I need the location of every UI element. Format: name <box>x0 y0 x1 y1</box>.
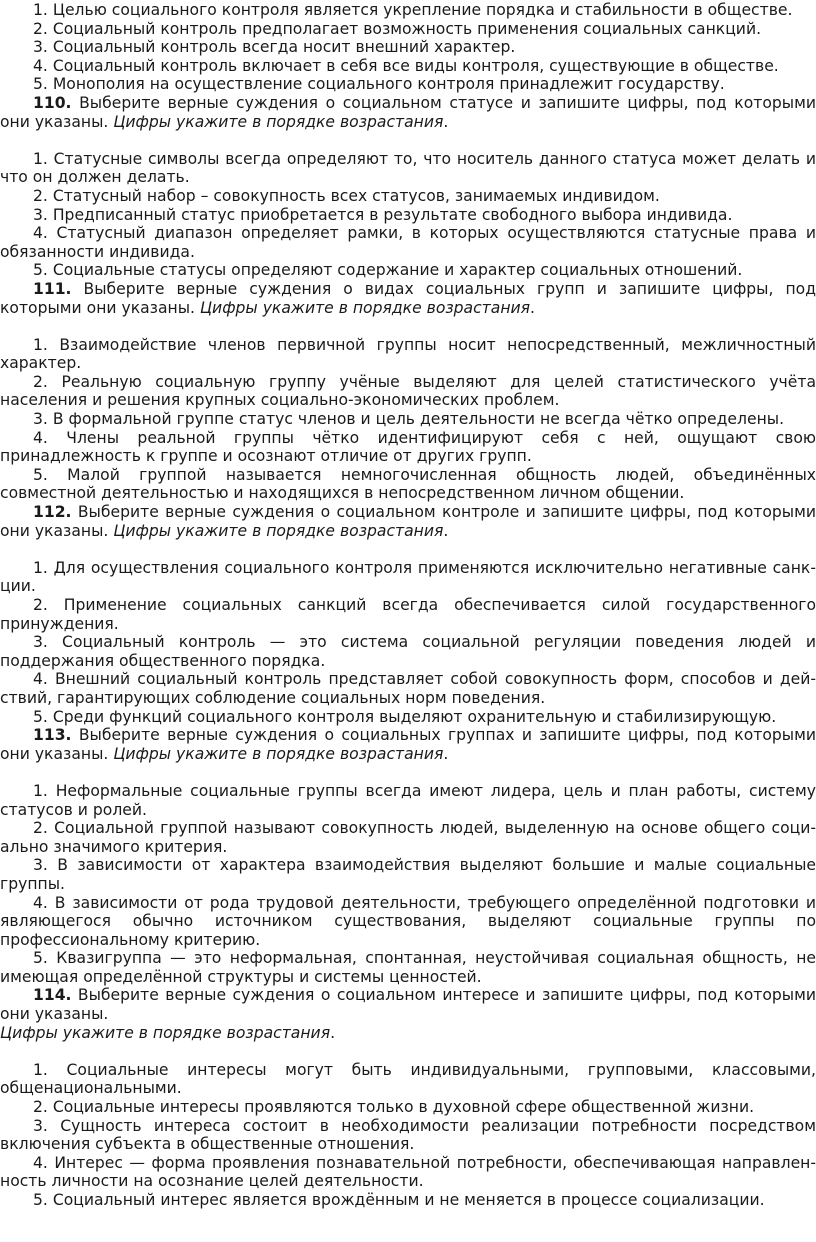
question-instruction: Цифры укажите в порядке возрастания <box>113 521 444 540</box>
list-item: 3. Предписанный статус приобретается в результате свободного выбора индивида. <box>33 205 733 224</box>
list-item: 5. Среди функций социального контроля выделяют охранительную и стабилизирующую. <box>33 707 777 726</box>
list-item: 2. Реальную социальную группу учёные выделяют для целей статистического учёта населения и решения крупных социально-экономических проблем. <box>0 372 816 410</box>
list-item: 3. В формальной группе статус членов и цель деятельности не всегда чётко определены. <box>33 410 785 429</box>
list-item: 4. В зависимости от рода трудовой деятельности, требующего определённой подготовки и являющегося обычно источником существования, выделяют социальные группы по профессиональному критерию. <box>0 893 816 949</box>
list-item: 1. Целью социального контроля является укрепление порядка и стабильности в обществе. <box>33 1 793 19</box>
list-item: 2. Социальной группой называют совокупность людей, выделенную на основе общего социально значимого критерия. <box>0 819 816 856</box>
question-113: 113. Выберите верные суждения о социальных группах и запишите цифры, под которыми они указаны. Цифры укажите в порядке возрастания. <box>0 726 816 763</box>
list-item: 3. Сущность интереса состоит в необходимости реализации потребности посредством включения субъекта в общественные отношения. <box>0 1116 816 1154</box>
question-text: Выберите верные суждения о социальных группах и запишите цифры, под которыми они указаны. <box>0 726 816 763</box>
list-item: 3. Социальный контроль — это система социальной регуляции поведения людей и поддержания общественного порядка. <box>0 633 816 670</box>
question-text: Выберите верные суждения о социальном контроле и запишите цифры, под которыми они указаны. <box>0 503 816 540</box>
question-number: 110. <box>33 93 72 112</box>
list-item: 2. Социальный контроль предполагает возможность применения социальных санкций. <box>33 19 762 38</box>
list-item: 1. Социальные интересы могут быть индивидуальными, групповыми, классовыми, общенациональными. <box>0 1060 816 1098</box>
list-item: 5. Малой группой называется немногочисленная общность людей, объединённых совместной деятельностью и находящихся в непосредственном личном общении. <box>0 465 816 503</box>
question-instruction: Цифры укажите в порядке возрастания <box>0 1023 331 1042</box>
spacer <box>0 763 816 782</box>
list-item: 3. В зависимости от характера взаимодействия выделяют большие и малые социальные группы. <box>0 856 816 893</box>
list-item: 1. Взаимодействие членов первичной группы носит непосредственный, межличностный характер. <box>0 335 816 373</box>
spacer <box>0 317 816 336</box>
list-item: 4. Интерес — форма проявления познавательной потребности, обеспечивающая направленность личности на осознание целей деятельности. <box>0 1153 816 1191</box>
list-item: 1. Для осуществления социального контроля применяются исключительно негативные санкции. <box>0 558 816 596</box>
question-112: 112. Выберите верные суждения о социальном контроле и запишите цифры, под которыми они указаны. Цифры укажите в порядке возрастания. <box>0 503 816 540</box>
question-instruction: Цифры укажите в порядке возрастания <box>113 112 444 131</box>
list-item: 2. Социальные интересы проявляются только в духовной сфере общественной жизни. <box>33 1098 755 1117</box>
question-text: Выберите верные суждения о социальном интересе и запишите цифры, под которыми они указаны. <box>0 986 816 1024</box>
list-item: 3. Социальный контроль всегда носит внешний характер. <box>33 38 516 57</box>
question-111: 111. Выберите верные суждения о видах социальных групп и запишите цифры, под которыми они указаны. Цифры укажите в порядке возрастания. <box>0 279 816 317</box>
list-item: 4. Внешний социальный контроль представляет собой совокупность форм, способов и действий, гарантирующих соблюдение социальных норм поведения. <box>0 670 816 707</box>
list-item: 5. Квазигруппа — это неформальная, спонтанная, неустойчивая социальная общность, не имеющая определённой структуры и системы ценностей. <box>0 949 816 986</box>
question-number: 112. <box>33 503 72 522</box>
question-text: Выберите верные суждения о социальном статусе и запишите цифры, под которыми они указаны. <box>0 93 816 131</box>
question-instruction: Цифры укажите в порядке возрастания <box>199 298 531 317</box>
spacer <box>0 540 816 559</box>
question-text: Выберите верные суждения о видах социальных групп и запишите цифры, под которыми они указаны. <box>0 279 816 317</box>
list-item: 5. Социальные статусы определяют содержание и характер социальных отношений. <box>33 261 743 280</box>
question-instruction: Цифры укажите в порядке возрастания <box>113 744 444 763</box>
list-item: 2. Применение социальных санкций всегда обеспечивается силой государственного принуждения. <box>0 596 816 633</box>
list-item: 5. Социальный интерес является врождённым и не меняется в процессе социализации. <box>33 1191 765 1209</box>
question-number: 111. <box>33 279 72 298</box>
question-instruction-line: Цифры укажите в порядке возрастания. <box>0 1023 336 1042</box>
list-item: 1. Неформальные социальные группы всегда имеют лидера, цель и план работы, систему статусов и ролей. <box>0 781 816 819</box>
list-item: 5. Монополия на осуществление социального контроля принадлежит государству. <box>33 75 725 94</box>
question-number: 113. <box>33 726 72 745</box>
spacer <box>0 1042 816 1061</box>
spacer <box>0 131 816 150</box>
list-item: 1. Статусные символы всегда определяют то, что носитель данного статуса может делать и что он должен делать. <box>0 149 816 187</box>
list-item: 4. Члены реальной группы чётко идентифицируют себя с ней, ощущают свою принадлежность к группе и осознают отличие от других групп. <box>0 428 816 466</box>
question-number: 114. <box>33 986 72 1005</box>
question-110: 110. Выберите верные суждения о социальном статусе и запишите цифры, под которыми они указаны. Цифры укажите в порядке возрастания. <box>0 93 816 131</box>
question-114 <box>0 986 816 1023</box>
list-item: 4. Статусный диапазон определяет рамки, в которых осуществляются статусные права и обязанности индивида. <box>0 224 816 261</box>
list-item: 4. Социальный контроль включает в себя все виды контроля, существующие в обществе. <box>33 56 779 75</box>
list-item: 2. Статусный набор – совокупность всех статусов, занимаемых индивидом. <box>33 186 660 205</box>
